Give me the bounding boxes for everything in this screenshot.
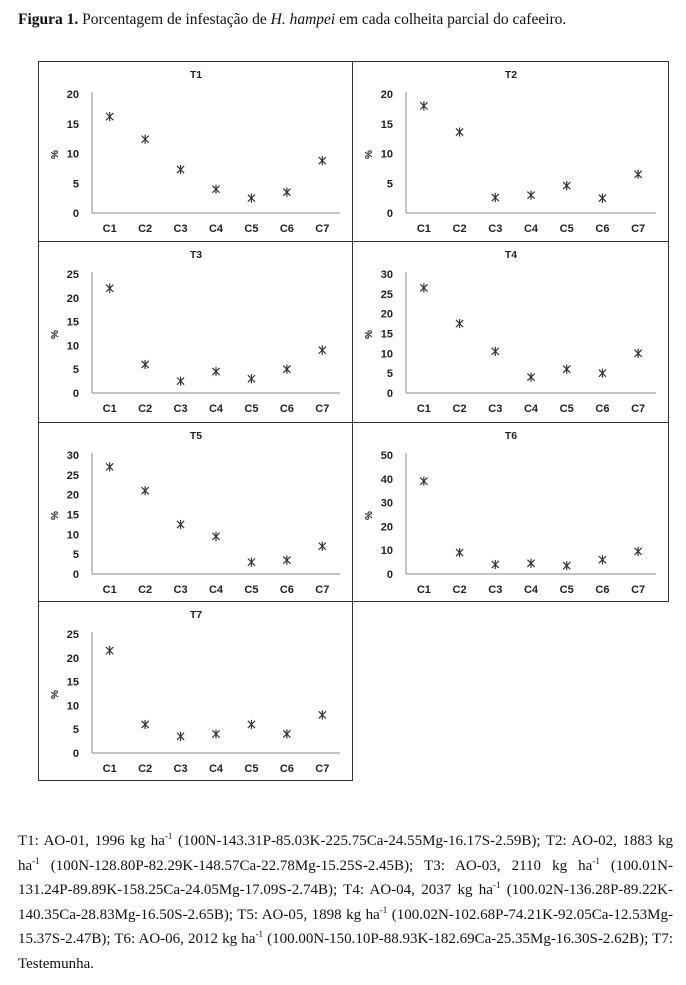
y-tick-label: 5: [72, 724, 79, 737]
y-tick-label: 10: [380, 545, 393, 558]
y-tick-label: 20: [66, 652, 79, 665]
data-point: [420, 101, 427, 110]
data-point: [527, 191, 534, 200]
x-tick-label: C2: [138, 403, 153, 415]
data-point: [456, 548, 463, 557]
caption-species: H. hampei: [270, 11, 336, 28]
x-tick-label: C4: [208, 223, 224, 235]
x-tick-label: C1: [102, 223, 117, 235]
data-point: [456, 127, 463, 136]
data-point: [248, 194, 255, 203]
y-tick-label: 25: [380, 288, 393, 301]
x-tick-label: C3: [173, 223, 188, 235]
data-point: [635, 547, 642, 556]
y-tick-label: 20: [66, 489, 79, 502]
x-tick-label: C6: [279, 763, 294, 775]
x-tick-label: C3: [173, 403, 188, 415]
y-tick-label: 0: [386, 569, 393, 581]
y-tick-label: 50: [380, 450, 393, 462]
x-tick-label: C3: [488, 403, 503, 415]
data-point: [563, 561, 570, 570]
x-tick-label: C1: [102, 584, 117, 596]
x-tick-label: C7: [631, 223, 646, 235]
chart-title: T4: [504, 249, 518, 261]
data-point: [492, 560, 499, 569]
footnote-superscript: -1: [592, 855, 600, 866]
y-tick-label: 30: [380, 497, 393, 510]
y-axis-label: %: [50, 330, 61, 339]
footnote-text: (100.02N-102.68P-74.21K-92.05Ca-12.53Mg-15.37S-2.47B); T6: AO-06, 2012 kg ha: [18, 906, 674, 947]
data-point: [177, 165, 184, 174]
chart-panel-t3: [39, 242, 353, 423]
y-tick-label: 10: [380, 148, 393, 161]
y-tick-label: 30: [66, 450, 79, 462]
y-tick-label: 5: [72, 178, 79, 191]
x-tick-label: C4: [523, 223, 539, 235]
chart-title: T7: [189, 609, 203, 621]
caption-text-after: em cada colheita parcial do cafeeiro.: [335, 11, 567, 28]
y-tick-label: 5: [386, 368, 393, 381]
data-point: [248, 558, 255, 567]
y-tick-label: 10: [66, 148, 79, 161]
y-tick-label: 15: [66, 509, 79, 522]
footnote-superscript: -1: [32, 855, 40, 866]
chart-title: T3: [189, 249, 203, 261]
y-tick-label: 20: [66, 292, 79, 305]
x-tick-label: C4: [208, 584, 224, 596]
y-axis-label: %: [364, 330, 375, 339]
y-tick-label: 20: [66, 89, 79, 101]
y-tick-label: 20: [380, 308, 393, 321]
data-point: [106, 112, 113, 121]
footnote-text: T1: AO-01, 1996 kg ha: [18, 833, 165, 849]
data-point: [177, 732, 184, 741]
x-tick-label: C5: [244, 584, 259, 596]
chart-panel-t5: [39, 423, 353, 602]
panel-border: [39, 62, 353, 242]
chart-title: T5: [189, 430, 203, 442]
y-tick-label: 15: [66, 676, 79, 689]
y-tick-label: 5: [386, 178, 393, 191]
x-tick-label: C1: [416, 223, 431, 235]
x-tick-label: C7: [631, 403, 646, 415]
data-point: [177, 377, 184, 386]
y-tick-label: 10: [66, 700, 79, 713]
footnote-text: (100N-143.31P-85.03K-225.75Ca-24.55Mg-16.17S-2.59B); T2: AO-02, 1883 kg ha: [18, 833, 674, 874]
x-tick-label: C2: [452, 223, 467, 235]
y-tick-label: 30: [380, 269, 393, 281]
y-tick-label: 5: [72, 549, 79, 562]
footnote-superscript: -1: [492, 880, 501, 890]
y-tick-label: 0: [72, 569, 79, 581]
data-point: [212, 367, 219, 376]
data-point: [106, 646, 113, 655]
data-point: [283, 556, 290, 565]
panel-border: [353, 423, 669, 602]
data-point: [319, 542, 326, 551]
x-tick-label: C2: [452, 403, 467, 415]
chart-panel-t6: [353, 423, 669, 602]
data-point: [319, 156, 326, 165]
x-tick-label: C1: [102, 763, 117, 775]
data-point: [635, 349, 642, 358]
x-tick-label: C6: [279, 223, 294, 235]
chart-title: T6: [504, 430, 518, 442]
data-point: [283, 188, 290, 197]
data-point: [599, 369, 606, 378]
footnote-superscript: -1: [379, 904, 388, 915]
chart-panel-t2: [353, 62, 669, 242]
x-tick-label: C3: [488, 584, 503, 596]
y-tick-label: 10: [66, 340, 79, 353]
footnote-text: (100.01N-131.24P-89.89K-158.25Ca-24.05Mg-17.09S-2.74B); T4: AO-04, 2037 kg ha: [18, 857, 673, 898]
data-point: [106, 462, 113, 471]
x-tick-label: C3: [488, 223, 503, 235]
x-tick-label: C4: [208, 763, 224, 775]
x-tick-label: C6: [279, 584, 294, 596]
data-point: [456, 319, 463, 328]
data-point: [106, 284, 113, 293]
y-tick-label: 25: [66, 469, 79, 482]
footnote-text: (100.00N-150.10P-88.93K-182.69Ca-25.35Mg-16.30S-2.62B); T7: Testemunha.: [18, 931, 673, 972]
x-tick-label: C6: [595, 403, 610, 415]
panel-border: [39, 423, 353, 602]
x-tick-label: C1: [102, 403, 117, 415]
x-tick-label: C3: [173, 763, 188, 775]
y-axis-label: %: [50, 690, 61, 699]
data-point: [492, 193, 499, 202]
chart-panel-t4: [353, 242, 669, 423]
chart-title: T2: [504, 69, 518, 81]
y-tick-label: 15: [66, 118, 79, 131]
panel-border: [353, 242, 669, 423]
y-tick-label: 0: [72, 388, 79, 400]
y-tick-label: 0: [72, 748, 79, 760]
x-tick-label: C2: [138, 584, 153, 596]
data-point: [492, 347, 499, 356]
y-axis-label: %: [364, 511, 375, 520]
x-tick-label: C7: [315, 584, 330, 596]
y-tick-label: 20: [380, 89, 393, 101]
data-point: [142, 135, 149, 144]
data-point: [319, 346, 326, 355]
x-tick-label: C4: [523, 403, 539, 415]
x-tick-label: C2: [138, 763, 153, 775]
y-axis-label: %: [50, 150, 61, 159]
x-tick-label: C5: [244, 403, 259, 415]
data-point: [635, 170, 642, 179]
x-tick-label: C7: [631, 584, 646, 596]
x-tick-label: C7: [315, 763, 330, 775]
y-tick-label: 25: [66, 269, 79, 281]
data-point: [212, 185, 219, 194]
x-tick-label: C1: [416, 403, 431, 415]
data-point: [599, 194, 606, 203]
x-tick-label: C3: [173, 584, 188, 596]
panel-border: [39, 242, 353, 423]
x-tick-label: C6: [595, 223, 610, 235]
x-tick-label: C6: [595, 584, 610, 596]
data-point: [212, 532, 219, 541]
y-tick-label: 40: [380, 473, 393, 486]
y-tick-label: 15: [66, 316, 79, 329]
x-tick-label: C2: [138, 223, 153, 235]
footnote-text: (100N-128.80P-82.29K-148.57Ca-22.78Mg-15.25S-2.45B); T3: AO-03, 2110 kg ha: [39, 857, 593, 874]
data-point: [142, 360, 149, 369]
chart-panel-t1: [39, 62, 353, 242]
y-tick-label: 0: [386, 388, 393, 400]
x-tick-label: C5: [559, 403, 574, 415]
data-point: [248, 720, 255, 729]
y-tick-label: 0: [386, 208, 393, 220]
y-tick-label: 25: [66, 629, 79, 641]
panel-border: [353, 62, 669, 242]
data-point: [283, 365, 290, 374]
data-point: [420, 283, 427, 292]
footnote-text: (100.02N-136.28P-89.22K-140.35Ca-28.83Mg-16.50S-2.65B); T5: AO-05, 1898 kg ha: [18, 882, 673, 923]
caption-text-before: Porcentagem de infestação de: [78, 11, 271, 28]
data-point: [177, 520, 184, 529]
y-axis-label: %: [50, 511, 61, 520]
y-tick-label: 10: [380, 348, 393, 361]
data-point: [212, 729, 219, 738]
x-tick-label: C7: [315, 403, 330, 415]
caption-label: Figura 1.: [18, 11, 79, 28]
y-tick-label: 10: [66, 529, 79, 542]
data-point: [142, 720, 149, 729]
x-tick-label: C5: [244, 763, 259, 775]
chart-panel-t7: [39, 602, 353, 781]
data-point: [527, 373, 534, 382]
y-tick-label: 20: [380, 521, 393, 534]
y-axis-label: %: [364, 150, 375, 159]
y-tick-label: 15: [380, 118, 393, 131]
x-tick-label: C4: [523, 584, 539, 596]
data-point: [563, 181, 570, 190]
y-tick-label: 0: [72, 208, 79, 220]
data-point: [248, 374, 255, 383]
data-point: [319, 710, 326, 719]
data-point: [420, 477, 427, 486]
x-tick-label: C1: [416, 584, 431, 596]
figure-footnote: [18, 829, 673, 976]
panel-border: [39, 602, 353, 781]
x-tick-label: C2: [452, 584, 467, 596]
footnote-superscript: -1: [255, 929, 263, 939]
x-tick-label: C6: [279, 403, 294, 415]
x-tick-label: C5: [559, 223, 574, 235]
data-point: [563, 365, 570, 374]
data-point: [142, 486, 149, 495]
y-tick-label: 5: [72, 364, 79, 377]
x-tick-label: C5: [559, 584, 574, 596]
data-point: [283, 729, 290, 738]
data-point: [599, 555, 606, 564]
x-tick-label: C7: [315, 223, 330, 235]
y-tick-label: 15: [380, 328, 393, 341]
data-point: [527, 559, 534, 568]
footnote-superscript: -1: [164, 831, 173, 841]
chart-title: T1: [189, 69, 203, 81]
x-tick-label: C5: [244, 223, 259, 235]
x-tick-label: C4: [208, 403, 224, 415]
